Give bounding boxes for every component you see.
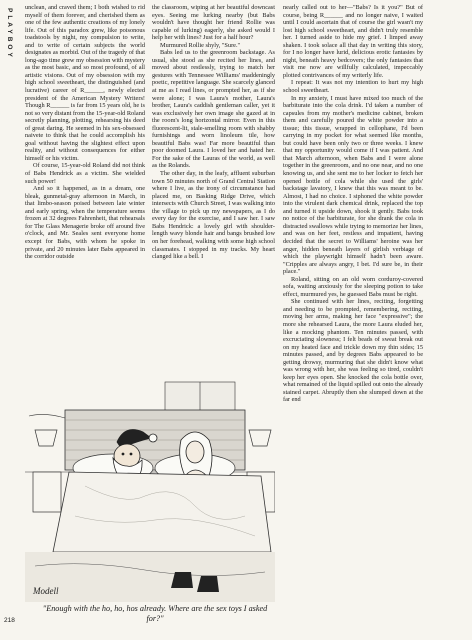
cartoonist-signature: Modell [33,586,59,596]
paragraph: And so it happened, as in a dream, one bleak, gunmetal-gray afternoon in March, in that limbo-season poised between late winter and early spring, when the temperature seems frozen at 32 degrees Fahrenheit, that rehearsals for The Glass Menagerie broke off around five o'clock, and Mr. Seales sent everyone home except for Babs, with whom he spoke in private, and 20 minutes later Babs appeared in the corridor outside [25,185,145,261]
paragraph: Murmured Rollie shyly, "Sure." [160,41,241,49]
paragraph: Of course, 15-year-old Roland did not think of Babs Hendrick as a victim. She wielded such power! [25,162,145,185]
paragraph: Roland, sitting on an old worn corduroy-covered sofa, waiting anxiously for the sleeping potion to take effect, murmured yes, he guessed Babs must be right. [283,275,423,298]
paragraph: She continued with her lines, reciting, forgetting and needing to be prompted, remembering, reciting, moving her arms, making her face "expressive"; the more she rehearsed Laura, the more Laura eluded her, like a mocking phantom. Ten minutes passed, with excruciating slowness; I felt beads of sweat break out on my heated face and trickle down my thin sides; 15 minutes passed, and by degrees Babs appeared to be getting drowsy, murmuring that she didn't know what was wrong with her, she was feeling so tired, couldn't keep her eyes open. She knocked the cola bottle over, what remained of the liquid spilled out onto the already stained carpet. Abruptly then she slumped down at the far end [283,298,423,404]
paragraph: unclean, and craved them; I both wished to rid myself of them forever, and cherished them as one of the few authentic creations of my lonely life. Out of this paradox grew, like poisonous toadstools by night, my compulsion to write, and to write of certain subjects the world designates as morbid. Out of the tragedy of that long-ago time grew my obsession with mystery as the most basic, and so most profound, of all artistic visions. Out of my obsession with my high school sweetheart, the distinguished (and lucrative) career of R______, newly elected president of the American Mystery Writers! Though R______ is far from 15 years old, he is not so very distant from the 15-year-old Roland secretly planning, plotting, rehearsing his deed of great daring. He seemed in his sex-obsessed naivete to think that he could accomplish his goal without having the slightest effect upon reality, and without consequences for either himself or his victim. [25,4,146,162]
paragraph: the classroom, wiping at her beautiful downcast eyes. Seeing me lurking nearby (but Babs wouldn't have thought her friend Rollie was capable of lurking) eagerly, she asked would I help her with lines? Just for a half hour? [152,4,275,42]
page-number: 218 [4,617,15,624]
magazine-spine-title: PLAYBOY [6,8,13,60]
paragraph: Babs led us to the greenroom backstage. As usual, she stood as she recited her lines, and moved about restlessly, trying to match her gestures with Tennessee Williams' maddeningly poetic, repetitive language. She scarcely glanced at me as I read lines, or prompted her, as if she were alone; I was Laura's mother, Laura's brother, Laura's caddish gentleman caller, yet it was exclusively her own image she gazed at in the room's long horizontal mirror. Even in this fluorescent-lit, stale-smelling room with shabby furnishings and worn linoleum tile, how beautiful Babs was! Far more beautiful than poor doomed Laura. I loved her and hated her. For the sake of the Lauras of the world, as well as the Rolands. [152,49,275,170]
text-column-1 [25,4,145,261]
text-column-3 [283,4,423,404]
paragraph: In my anxiety, I must have mixed too much of the barbiturate into the cola drink. I'd taken a number of capsules from my mother's medicine cabinet, broken them and carefully poured the white powder into a tissue; this tissue, wrapped in cellophane, I'd been carrying in my pocket for what seemed like months, but could have been only two or three weeks. I knew that my opportunity would come if I was patient. And that March afternoon, when Babs and I were alone together in the greenroom, and no one near, and no one knowing us, and she sent me to her locker to fetch her opened bottle of cola while she used the girls' backstage lavatory, I knew that this was meant to be. Almost, I had no choice. I siphoned the white powder into the virulent dark chemical drink, replaced the top and turned it upside down, shook it gently. Babs took no notice of the barbiturate, for she drank the cola in distracted swallows while trying to memorize her lines, and was on her feet, restless and impatient, having decided that the secret to Williams' heroine was her anger, hidden beneath layers of girlish verbiage of which the playwright himself hadn't been aware. "Cripples are always angry, I bet. I'd sure be, in their place." [283,94,423,276]
paragraph: The other day, in the leafy, affluent suburban town 50 minutes north of Grand Central Station where I live, as the irony of circumstance had placed me, on Basking Ridge Drive, which intersects with Church Street, I was walking into the village to pick up my newspapers, as I do every day for the exercise, and I saw her. I saw Babs Hendrick: a lovely girl with shoulder-length wavy blonde hair and bangs brushed low on her forehead, walking with some high school classmates. I stopped in my tracks. My heart clanged like a bell. I [152,170,275,261]
paragraph: nearly called out to her—"Babs? Is it you?" But of course, being R______ and no longer naive, I waited until I could ascertain that of course the girl wasn't my lost high school sweetheart, and didn't truly resemble her. I turned aside to hide my grief. I limped away shaken. I took solace all that day in writing this story, for I no longer have lurid, delicious erotic fantasies by night, beneath heavy bedcovers; the only fantasies that visit me now are willfully calculated, impeccably plotted contrivances of my writerly life. [283,4,423,79]
paragraph: I repeat: It was not my intention to hurt my high school sweetheart. [283,79,423,95]
cartoon-illustration [25,376,275,602]
cartoon-drawing [25,376,275,602]
cartoon-caption: "Enough with the ho, ho, hos already. Where are the sex toys I asked for?" [42,604,268,623]
text-column-2 [152,4,275,261]
